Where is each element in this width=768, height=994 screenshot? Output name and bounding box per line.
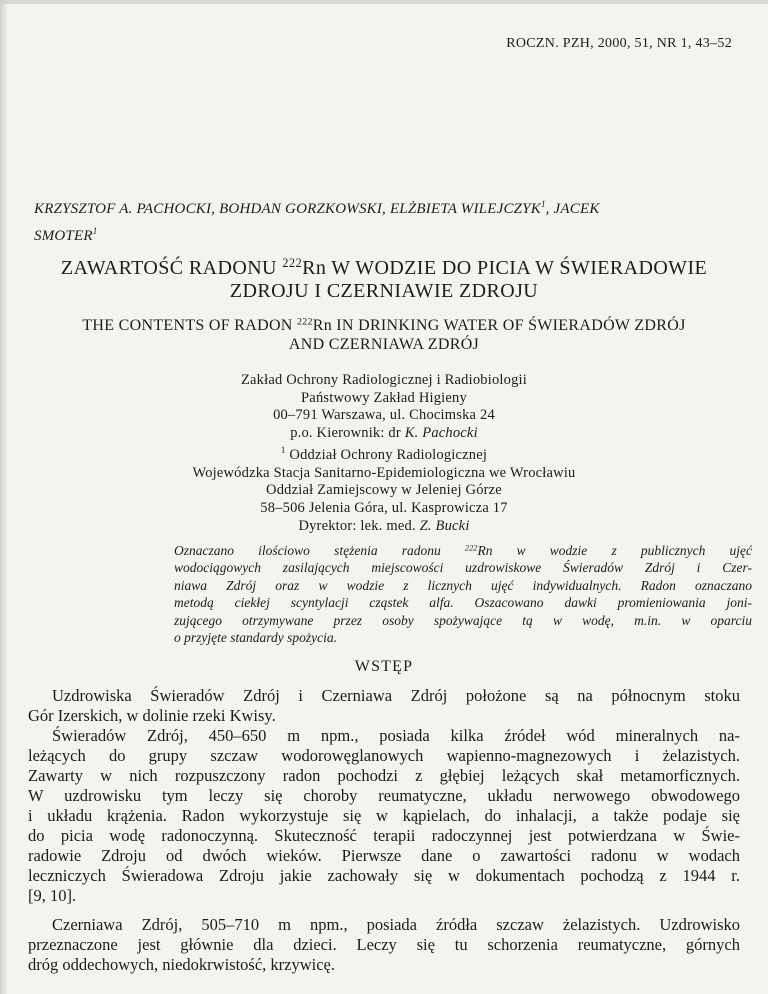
- author-line-1: KRZYSZTOF A. PACHOCKI, BOHDAN GORZKOWSKI, ELŻBIETA WILEJCZYK$^1$, JACEK: [34, 199, 600, 217]
- affiliation-block: Zakład Ochrony Radiologicznej i Radiobiologii Państwowy Zakład Higieny 00–791 Warszawa, ul. Chocimska 24 p.o. Kierownik: dr K. Pachocki $^1$ Oddział Ochrony Radiologicznej Wojewódzka Stacja Sanitarno-Epidemiologiczna we Wrocławiu Oddział Zamiejscowy w Jeleniej Górze 58–506 Jelenia Góra, ul. Kasprowicza 17 Dyrektor: lek. med. Z. Bucki: [192, 372, 576, 534]
- abstract: Oznaczano ilościowo stężenia radonu $^{222}$Rn w wodzie z publicznych ujęć wodociągowych zasilających miejscowości uzdrowiskowe Świeradów Zdrój i Czer- niawa Zdrój oraz w wodzie z licznych ujęć indywidualnych. Radon oznaczano metodą ciekłej scyntylacji cząstek alfa. Oszacowano dawki promieniowania joni- zującego otrzymywane przez osoby spożywające tą w wodę, m.in. w oparciu o przyjęte standardy spożycia.: [174, 543, 752, 646]
- author-list: [34, 193, 734, 247]
- body-text: [28, 686, 740, 975]
- journal-reference: ROCZN. PZH, 2000, 51, NR 1, 43–52: [506, 36, 732, 51]
- section-heading: WSTĘP: [354, 658, 414, 675]
- author-line-2: SMOTER$^1$: [34, 226, 98, 244]
- paragraph-1: Uzdrowiska Świeradów Zdrój i Czerniawa Zdrój położone są na północnym stoku Gór Izerskich, w dolinie rzeki Kwisy.: [28, 686, 740, 725]
- title-english: THE CONTENTS OF RADON $^{222}$Rn IN DRINKING WATER OF ŚWIERADÓW ZDRÓJ AND CZERNIAWA ZDRÓJ: [82, 316, 686, 353]
- title-polish: ZAWARTOŚĆ RADONU $^{222}$Rn W WODZIE DO PICIA W ŚWIERADOWIE ZDROJU I CZERNIAWIE ZDROJU: [60, 256, 708, 302]
- paragraph-3: Czerniawa Zdrój, 505–710 m npm., posiada źródła szczaw żelazistych. Uzdrowisko przeznaczone jest głównie dla dzieci. Leczy się tu schorzenia reumatyczne, górnych dróg oddechowych, niedokrwistość, krzywicę.: [28, 915, 740, 974]
- paragraph-2: Świeradów Zdrój, 450–650 m npm., posiada kilka źródeł wód mineralnych na- leżących do grupy szczaw wodorowęglanowych wapienno-magnezowych i żelazistych. Zawarty w nich rozpuszczony radon pochodzi z głębiej leżących skał metamorficznych. W uzdrowisku tym leczy się choroby reumatyczne, układu nerwowego obwodowego i układu krążenia. Radon wykorzystuje się w kąpielach, do inhalacji, a także podaje się do picia wodę radonoczynną. Skuteczność terapii radoczynnej jest potwierdzana w Świe- radowie Zdroju od dwóch wieków. Pierwsze dane o zawartości radonu w wodach leczniczych Świeradowa Zdroju jakie zachowały się w dokumentach pochodzą z 1944 r. [9, 10].: [28, 726, 740, 905]
- scan-edge-top: [0, 0, 768, 4]
